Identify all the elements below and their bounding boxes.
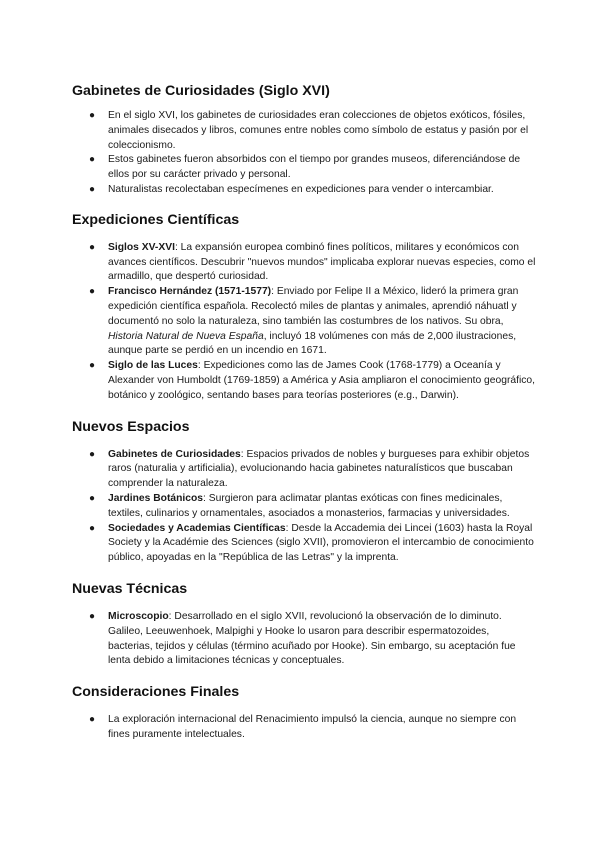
item-text: Estos gabinetes fueron absorbidos con el tiempo por grandes museos, diferenciándose de ellos por su carácter privado y personal. bbox=[108, 154, 521, 181]
bullet-list bbox=[72, 713, 536, 743]
item-text: : Enviado por Felipe II a México, lideró la primera gran expedición científica española. Recolectó miles de plantas y animales, aprendió náhuatl y documentó no solo la naturaleza, sino también las costumbres de los nativos. Su obra, bbox=[108, 286, 519, 327]
section-gabinetes bbox=[72, 82, 536, 198]
item-term: Sociedades y Academias Científicas bbox=[108, 522, 286, 534]
list-item bbox=[72, 153, 536, 183]
item-term: Francisco Hernández (1571-1577) bbox=[108, 286, 272, 298]
section-heading: Expediciones Científicas bbox=[72, 211, 240, 228]
bullet-icon: ● bbox=[89, 154, 96, 166]
section-heading: Nuevas Técnicas bbox=[72, 580, 188, 597]
bullet-icon: ● bbox=[89, 522, 96, 534]
item-term: Gabinetes de Curiosidades bbox=[108, 448, 241, 460]
document-content bbox=[72, 82, 536, 743]
section-nuevos-espacios bbox=[72, 418, 536, 566]
bullet-list bbox=[72, 610, 536, 669]
item-text: : Expediciones como las de James Cook (1768-1779) a Oceanía y Alexander von Humboldt (1769-1859) a América y Asia ampliaron el conocimiento geográfico, botánico y zoológico, sentando bases para teorías posteriores (e.g., Darwin). bbox=[108, 360, 535, 401]
list-item bbox=[72, 183, 536, 198]
list-item bbox=[72, 109, 536, 153]
list-item bbox=[72, 285, 536, 359]
bullet-icon: ● bbox=[89, 360, 96, 372]
bullet-icon: ● bbox=[89, 492, 96, 504]
bullet-icon: ● bbox=[89, 183, 96, 195]
list-item bbox=[72, 492, 536, 522]
list-item bbox=[72, 359, 536, 403]
bullet-list bbox=[72, 241, 536, 404]
section-nuevas-tecnicas bbox=[72, 580, 536, 669]
item-term: Jardines Botánicos bbox=[108, 492, 203, 504]
bullet-icon: ● bbox=[89, 610, 96, 622]
section-consideraciones bbox=[72, 683, 536, 743]
item-text: Naturalistas recolectaban especímenes en expediciones para vender o intercambiar. bbox=[108, 183, 494, 195]
item-text: En el siglo XVI, los gabinetes de curiosidades eran colecciones de objetos exóticos, fósiles, animales disecados y libros, comunes entre nobles como símbolo de estatus y pasión por el coleccionismo. bbox=[108, 110, 529, 151]
section-heading: Gabinetes de Curiosidades (Siglo XVI) bbox=[72, 83, 330, 99]
bullet-list bbox=[72, 448, 536, 566]
section-heading: Consideraciones Finales bbox=[72, 684, 240, 701]
item-text: : Espacios privados de nobles y burgueses para exhibir objetos raros (naturalia y artificialia), evolucionando hacia gabinetes naturalísticos que buscaban comprender la naturaleza. bbox=[108, 448, 530, 490]
item-text-after: , incluyó 18 volúmenes con más de 2,000 ilustraciones, aunque parte se perdió en un incendio en 1671. bbox=[108, 330, 517, 357]
item-term: Siglo de las Luces bbox=[108, 360, 198, 372]
bullet-icon: ● bbox=[89, 448, 96, 460]
bullet-icon: ● bbox=[89, 714, 96, 726]
list-item bbox=[72, 610, 536, 669]
section-heading: Nuevos Espacios bbox=[72, 418, 190, 435]
section-expediciones bbox=[72, 211, 536, 404]
item-text: : Desde la Accademia dei Lincei (1603) hasta la Royal Society y la Académie des Sciences (siglo XVII), promovieron el intercambio de conocimiento público, apoyadas en la "República de las Letras" y la imprenta. bbox=[108, 522, 534, 564]
bullet-icon: ● bbox=[89, 286, 96, 298]
list-item bbox=[72, 448, 536, 492]
bullet-list bbox=[72, 109, 536, 198]
list-item bbox=[72, 241, 536, 285]
item-term: Microscopio bbox=[108, 610, 169, 622]
item-text: : La expansión europea combinó fines políticos, militares y económicos con avances científicos. Descubrir "nuevos mundos" implicaba explorar nuevas especies, como el armadillo, que despertó curiosidad. bbox=[108, 241, 536, 283]
item-text: : Desarrollado en el siglo XVII, revolucionó la observación de lo diminuto. Galileo, Leeuwenhoek, Malpighi y Hooke lo usaron para describir espermatozoides, bacterias, tejidos y células (término acuñado por Hooke). Sin embargo, su aceptación fue lenta debido a limitaciones técnicas y conceptuales. bbox=[108, 610, 516, 667]
item-term: Siglos XV-XVI bbox=[108, 241, 175, 253]
item-text: La exploración internacional del Renacimiento impulsó la ciencia, aunque no siempre con fines puramente intelectuales. bbox=[108, 714, 517, 740]
book-title: Historia Natural de Nueva España bbox=[108, 330, 264, 342]
bullet-icon: ● bbox=[89, 110, 96, 121]
list-item bbox=[72, 713, 536, 743]
item-text: : Surgieron para aclimatar plantas exóticas con fines medicinales, textiles, culinarios y ornamentales, asociados a monasterios, farmacias y universidades. bbox=[108, 492, 510, 519]
bullet-icon: ● bbox=[89, 241, 96, 253]
list-item bbox=[72, 522, 536, 566]
